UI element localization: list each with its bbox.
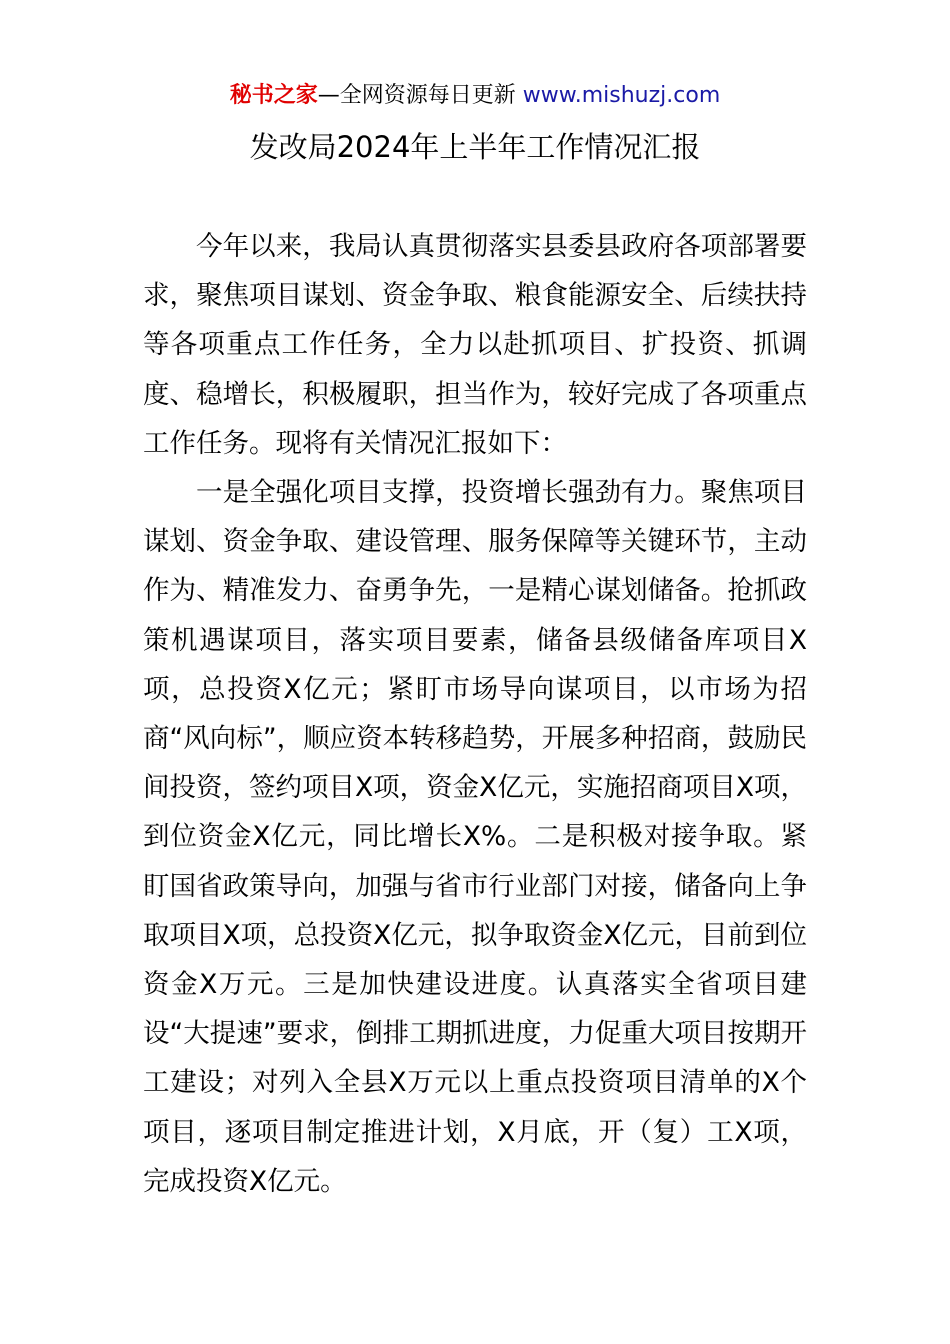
site-tagline: —全网资源每日更新 bbox=[317, 83, 516, 108]
document-body bbox=[143, 222, 807, 1206]
document-title: 发改局2024年上半年工作情况汇报 bbox=[249, 130, 701, 164]
site-url-link[interactable]: www.mishuzj.com bbox=[522, 83, 721, 108]
site-header bbox=[0, 80, 950, 112]
paragraph-intro: 今年以来，我局认真贯彻落实县委县政府各项部署要求，聚焦项目谋划、资金争取、粮食能源安全、后续扶持等各项重点工作任务，全力以赴抓项目、扩投资、抓调度、稳增长，积极履职，担当作为，较好完成了各项重点工作任务。现将有关情况汇报如下： bbox=[143, 231, 807, 459]
paragraph-section-one: 一是全强化项目支撑，投资增长强劲有力。聚焦项目谋划、资金争取、建设管理、服务保障等关键环节，主动作为、精准发力、奋勇争先，一是精心谋划储备。抢抓政策机遇谋项目，落实项目要素，储备县级储备库项目X项，总投资X亿元；紧盯市场导向谋项目，以市场为招商“风向标”，顺应资本转移趋势，开展多种招商，鼓励民间投资，签约项目X项，资金X亿元，实施招商项目X项，到位资金X亿元，同比增长X%。二是积极对接争取。紧盯国省政策导向，加强与省市行业部门对接，储备向上争取项目X项，总投资X亿元，拟争取资金X亿元，目前到位资金X万元。三是加快建设进度。认真落实全省项目建设“大提速”要求，倒排工期抓进度，力促重大项目按期开工建设；对列入全县X万元以上重点投资项目清单的X个项目，逐项目制定推进计划，X月底，开（复）工X项，完成投资X亿元。 bbox=[143, 477, 807, 1197]
site-name: 秘书之家 bbox=[229, 83, 318, 108]
